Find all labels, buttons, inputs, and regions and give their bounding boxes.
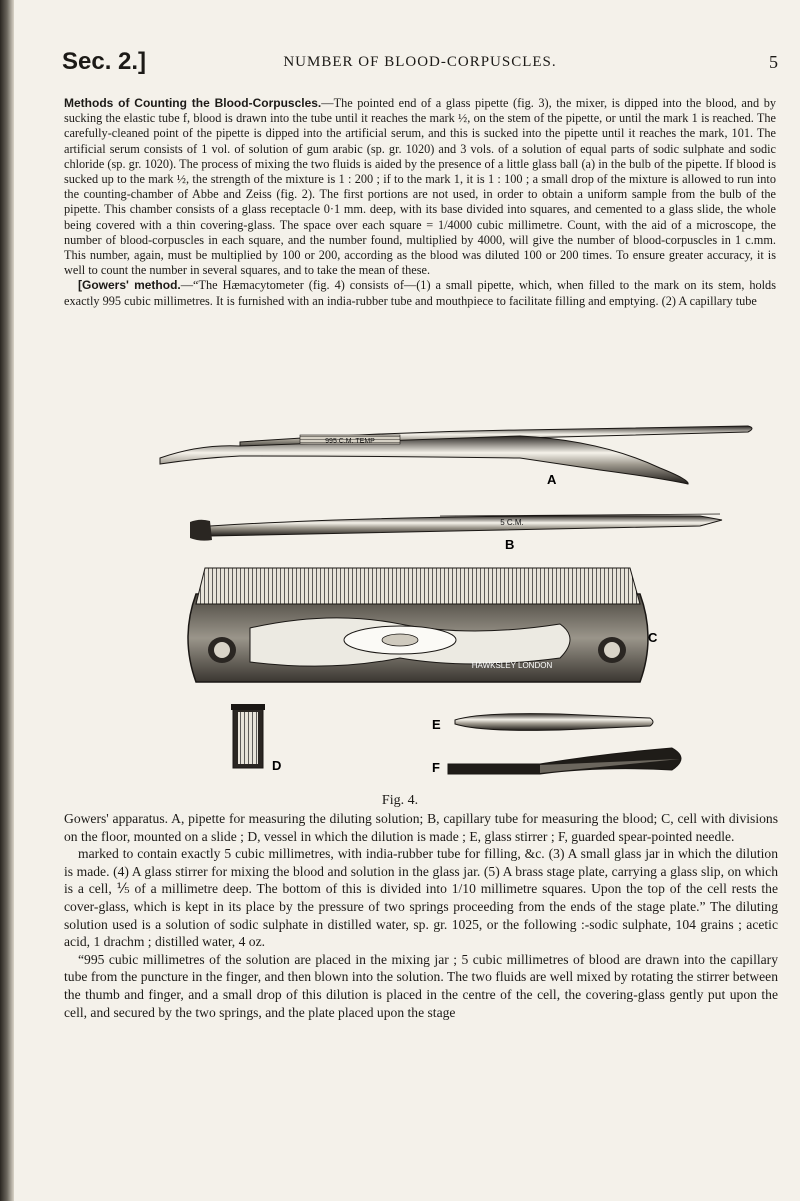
paragraph-gowers	[64, 278, 776, 308]
stage-plate-c	[188, 568, 648, 682]
page-number: 5	[769, 52, 778, 72]
maker-engraving: HAWKSLEY LONDON	[471, 661, 553, 670]
caption-and-continuation	[64, 810, 778, 1021]
label-b: B	[505, 537, 515, 552]
label-f: F	[432, 760, 440, 775]
paragraph-procedure: “995 cubic millimetres of the solution are placed in the mixing jar ; 5 cubic millimetres of blood are drawn into the capillary tube from the puncture in the finger, and then blown into the solution. The two fluids are well mixed by rotating the stirrer between the thumb and finger, and a small drop of this dilution is placed in the centre of the cell, the covering-glass gently put upon the cell, and secured by the two springs, and the plate placed upon the stage	[64, 951, 778, 1020]
capillary-tube-b	[190, 514, 722, 541]
capillary-engraving: 5 C.M.	[500, 518, 524, 527]
paragraph-continuation: marked to contain exactly 5 cubic millimetres, with india-rubber tube for filling, &c. (3) A small glass jar in which the dilution is made. (4) A glass stirrer for mixing the blood and solution in the glass jar. (5) A brass stage plate, carrying a glass slip, on which is a cell, ⅕ of a millimetre deep. The bottom of this is divided into 1/10 millimetre squares. Upon the top of the cell rests the cover-glass, which is kept in its place by the pressure of two springs proceeding from the ends of the stage plate.” The diluting solution used is a solution of sodic sulphate in distilled water, sp. gr. 1025, or the following :-sodic sulphate, 104 grains ; acetic acid, 1 drachm ; distilled water, 4 oz.	[64, 846, 778, 950]
runin-heading-methods: Methods of Counting the Blood-Corpuscles.	[64, 96, 322, 110]
page-header	[62, 48, 778, 78]
glass-stirrer-e	[455, 714, 653, 731]
label-c: C	[648, 630, 658, 645]
running-title: NUMBER OF BLOOD-CORPUSCLES.	[283, 54, 557, 70]
figure-label: Fig. 4.	[381, 793, 419, 808]
figure-caption: Gowers' apparatus. A, pipette for measuring the diluting solution; B, capillary tube for measuring the blood; C, cell with divisions on the floor, mounted on a slide ; D, vessel in which the dilution is made ; E, glass stirrer ; F, guarded spear-pointed needle.	[64, 811, 778, 844]
section-label: Sec. 2.]	[62, 48, 147, 75]
figure-haemacytometer	[0, 418, 800, 790]
label-a: A	[547, 472, 557, 487]
pipette-a	[160, 426, 752, 484]
paragraph-text: —“The Hæmacytometer (fig. 4) consists of—(1) a small pipette, which, when filled to the mark on its stem, holds exactly 995 cubic millimetres. It is furnished with an india-rubber tube and mouthpiece to facilitate filling and emptying. (2) A capillary tube	[64, 278, 776, 308]
spear-needle-f	[448, 748, 681, 774]
paragraph-methods	[64, 96, 776, 278]
paragraph-text: —The pointed end of a glass pipette (fig. 3), the mixer, is dipped into the blood, and by sucking the elastic tube f, blood is drawn into the tube until it reaches the mark ½, on the stem of the pipette, or until the mark 1 is reached. The carefully-cleaned point of the pipette is dipped into the artificial serum, and this is sucked into the pipette until it reaches the mark, 101. The artificial serum consists of 1 vol. of solution of gum arabic (sp. gr. 1020) and 3 vols. of a solution of equal parts of sodic sulphate and sodic chloride (sp. gr. 1020). The process of mixing the two fluids is aided by the presence of a little glass ball (a) in the bulb of the pipette. If blood is sucked up to the mark ½, the strength of the mixture is 1 : 200 ; if to the mark 1, it is 1 : 100 ; a small drop of the mixture is allowed to run into the counting-chamber of Abbe and Zeiss (fig. 2). The first portions are not used, in order to obtain a uniform sample from the bulb of the pipette. This chamber consists of a glass receptacle 0·1 mm. deep, with its base divided into squares, and cemented to a glass slide, the whole being covered with a thin covering-glass. The space over each square = 1/4000 cubic millimetre. Count, with the aid of a microscope, the number of blood-corpuscles in each square, and the number found, multiplied by 4000, will give the number of blood-corpuscles in 1 c.mm. This number, again, must be multiplied by 100 or 200, according as the blood was diluted 100 or 200 times. To ensure greater accuracy, it is well to count the number in several squares, and to take the mean of these.	[64, 96, 776, 278]
mixing-vessel-d	[231, 704, 265, 768]
label-e: E	[432, 717, 441, 732]
haemacytometer-illustration	[0, 418, 800, 790]
runin-heading-gowers: [Gowers' method.	[78, 278, 181, 293]
label-d: D	[272, 758, 282, 773]
body-text	[64, 96, 776, 309]
pipette-engraving: 995 C.M. TEMP	[325, 438, 375, 445]
